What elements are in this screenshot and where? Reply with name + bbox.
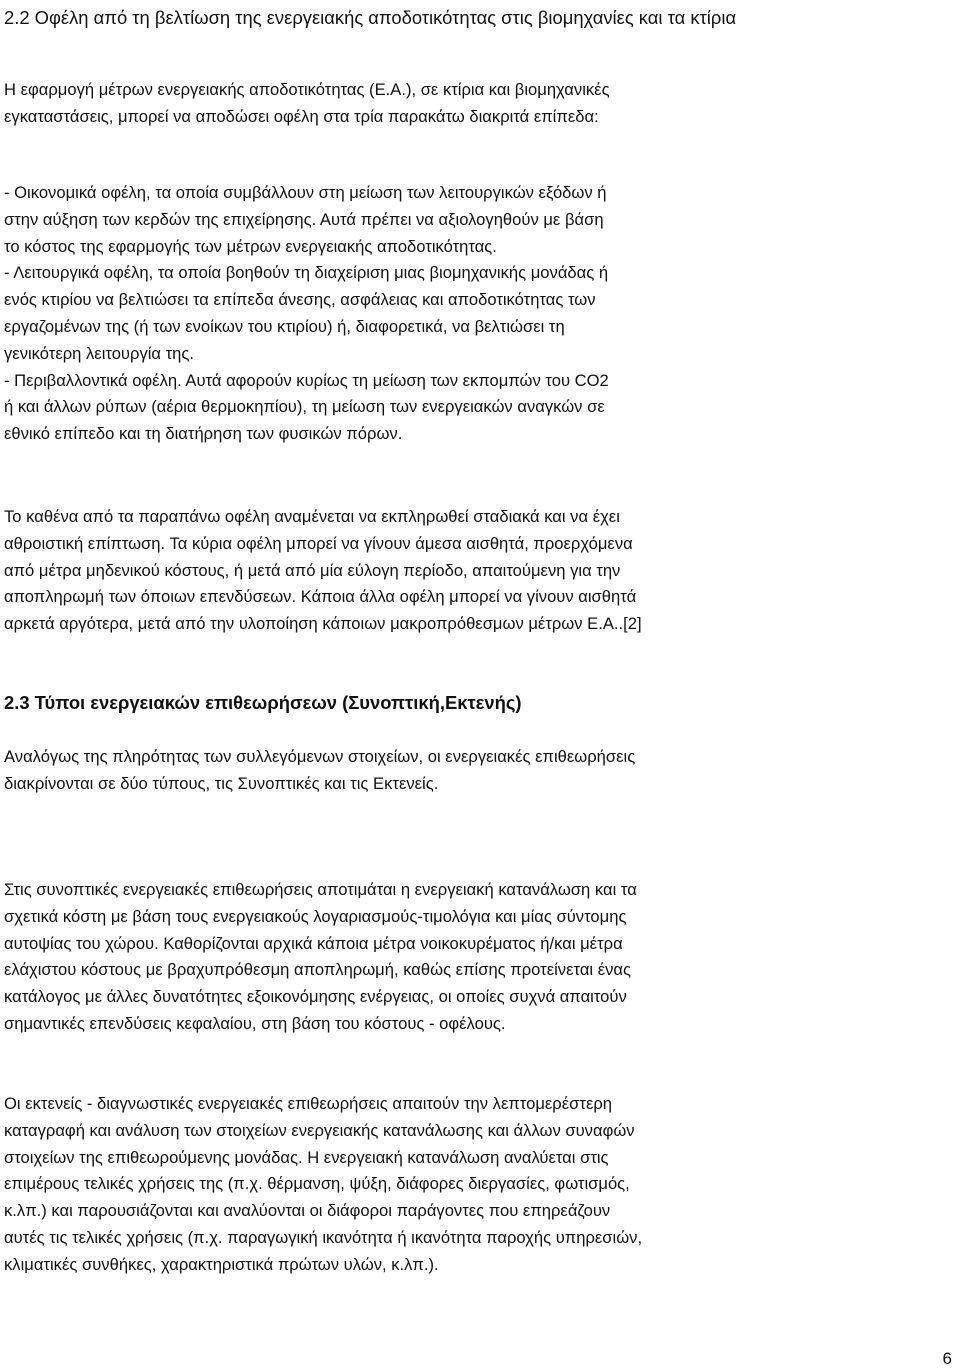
text-line: γενικότερη λειτουργία της. bbox=[4, 343, 195, 363]
text-line: διακρίνονται σε δύο τύπους, τις Συνοπτικές και τις Εκτενείς. bbox=[4, 773, 439, 793]
paragraph-benefits-summary bbox=[4, 504, 954, 638]
text-line: ελάχιστου κόστους με βραχυπρόθεσμη αποπληρωμή, καθώς επίσης προτείνεται ένας bbox=[4, 960, 631, 980]
text-line: εργαζομένων της (ή των ενοίκων του κτιρίου) ή, διαφορετικά, να βελτιώσει τη bbox=[4, 316, 565, 336]
text-line: ή και άλλων ρύπων (αέρια θερμοκηπίου), τη μείωση των ενεργειακών αναγκών σε bbox=[4, 397, 605, 417]
text-line: καταγραφή και ανάλυση των στοιχείων ενεργειακής κατανάλωσης και άλλων συναφών bbox=[4, 1120, 635, 1140]
text-line: - Οικονομικά οφέλη, τα οποία συμβάλλουν στη μείωση των λειτουργικών εξόδων ή bbox=[4, 183, 607, 202]
text-line: από μέτρα μηδενικού κόστους, ή μετά από μία εύλογη περίοδο, απαιτούμενη για την bbox=[4, 560, 621, 580]
text-line: στοιχείων της επιθεωρούμενης μονάδας. Η ενεργειακή κατανάλωση αναλύεται στις bbox=[4, 1147, 609, 1167]
text-line: σχετικά κόστη με βάση τους ενεργειακούς λογαριασμούς-τιμολόγια και μίας σύντομης bbox=[4, 906, 627, 926]
text-line: - Λειτουργικά οφέλη, τα οποία βοηθούν τη διαχείριση μιας βιομηχανικής μονάδας ή bbox=[4, 263, 609, 283]
text-line: αυτές τις τελικές χρήσεις (π.χ. παραγωγική ικανότητα ή ικανότητα παροχής υπηρεσιών, bbox=[4, 1227, 643, 1247]
text-line: Οι εκτενείς - διαγνωστικές ενεργειακές επιθεωρήσεις απαιτούν την λεπτομερέστερη bbox=[4, 1094, 613, 1113]
text-line: εθνικό επίπεδο και τη διατήρηση των φυσικών πόρων. bbox=[4, 424, 403, 444]
text-line: Στις συνοπτικές ενεργειακές επιθεωρήσεις αποτιμάται η ενεργειακή κατανάλωση και τα bbox=[4, 880, 637, 899]
paragraph-extensive-audits bbox=[4, 1091, 954, 1279]
paragraph-intro-2-2 bbox=[4, 77, 954, 131]
text-line: το κόστος της εφαρμογής των μέτρων ενεργειακής αποδοτικότητας. bbox=[4, 236, 497, 256]
page-number: 6 bbox=[942, 1349, 952, 1368]
text-line: Αναλόγως της πληρότητας των συλλεγόμενων στοιχείων, οι ενεργειακές επιθεωρήσεις bbox=[4, 747, 636, 766]
text-line: αποπληρωμή των όποιων επενδύσεων. Κάποια άλλα οφέλη μπορεί να γίνουν αισθητά bbox=[4, 587, 637, 607]
text-line: στην αύξηση των κερδών της επιχείρησης. Αυτά πρέπει να αξιολογηθούν με βάση bbox=[4, 209, 604, 229]
text-line: αυτοψίας του χώρου. Καθορίζονται αρχικά κάποια μέτρα νοικοκυρέματος ή/και μέτρα bbox=[4, 933, 623, 953]
section-heading-2-2: 2.2 Οφέλη από τη βελτίωση της ενεργειακής αποδοτικότητας στις βιομηχανίες και τα κτίρια bbox=[4, 7, 737, 28]
text-line: ενός κτιρίου να βελτιώσει τα επίπεδα άνεσης, ασφάλειας και αποδοτικότητας των bbox=[4, 290, 596, 310]
text-line: αρκετά αργότερα, μετά από την υλοποίηση κάποιων μακροπρόθεσμων μέτρων Ε.Α..[2] bbox=[4, 614, 642, 634]
text-line: κατάλογος με άλλες δυνατότητες εξοικονόμησης ενέργειας, οι οποίες συχνά απαιτούν bbox=[4, 987, 627, 1007]
text-line: εγκαταστάσεις, μπορεί να αποδώσει οφέλη στα τρία παρακάτω διακριτά επίπεδα: bbox=[4, 106, 599, 126]
text-line: αθροιστική επίπτωση. Τα κύρια οφέλη μπορεί να γίνουν άμεσα αισθητά, προερχόμενα bbox=[4, 533, 633, 553]
text-line: κλιματικές συνθήκες, χαρακτηριστικά πρώτων υλών, κ.λπ.). bbox=[4, 1254, 439, 1274]
paragraph-benefits-list bbox=[4, 180, 954, 448]
text-line: επιμέρους τελικές χρήσεις της (π.χ. θέρμανση, ψύξη, διάφορες διεργασίες, φωτισμός, bbox=[4, 1174, 630, 1194]
text-line: κ.λπ.) και παρουσιάζονται και αναλύονται οι διάφοροι παράγοντες που επηρεάζουν bbox=[4, 1201, 611, 1221]
text-line: σημαντικές επενδύσεις κεφαλαίου, στη βάση του κόστους - οφέλους. bbox=[4, 1013, 506, 1033]
section-heading-2-3: 2.3 Τύποι ενεργειακών επιθεωρήσεων (Συνοπτική,Εκτενής) bbox=[4, 692, 522, 713]
text-line: Η εφαρμογή μέτρων ενεργειακής αποδοτικότητας (Ε.Α.), σε κτίρια και βιομηχανικές bbox=[4, 80, 610, 99]
paragraph-intro-2-3 bbox=[4, 744, 954, 798]
text-line: - Περιβαλλοντικά οφέλη. Αυτά αφορούν κυρίως τη μείωση των εκπομπών του CO2 bbox=[4, 370, 609, 390]
paragraph-concise-audits bbox=[4, 877, 954, 1038]
text-line: Το καθένα από τα παραπάνω οφέλη αναμένεται να εκπληρωθεί σταδιακά και να έχει bbox=[4, 507, 620, 526]
